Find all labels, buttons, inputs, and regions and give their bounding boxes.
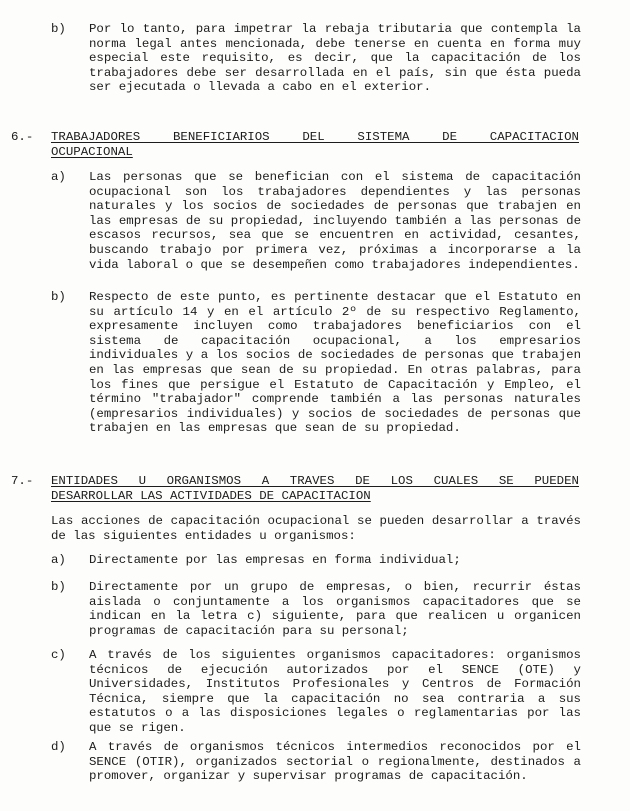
item-letter: b) [51, 290, 66, 304]
item-letter: c) [51, 648, 66, 662]
item-letter: d) [51, 740, 66, 754]
item-letter: a) [51, 170, 66, 184]
section-heading [51, 474, 579, 503]
heading-line: DESARROLLAR LAS ACTIVIDADES DE CAPACITACION [51, 488, 371, 503]
heading-line: OCUPACIONAL [51, 144, 133, 159]
section-intro: Las acciones de capacitación ocupacional se pueden desarrollar a través de las siguientes entidades u organismos: [51, 514, 581, 543]
item-text: Las personas que se benefician con el sistema de capacitación ocupacional son los trabajadores dependientes y las personas naturales y los socios de sociedades de personas que trabajen en las empresas de su propiedad, incluyendo también a las personas de escasos recursos, sea que se encuentren en actividad, cesantes, buscando trabajo por primera vez, próximas a incorporarse a la vida laboral o que se desempeñen como trabajadores independientes. [89, 170, 581, 272]
item-text: A través de los siguientes organismos capacitadores: organismos técnicos de ejecución autorizados por el SENCE (OTE) y Universidades, Institutos Profesionales y Centros de Formación Técnica, siempre que la capacitación no sea contraria a sus estatutos o a las disposiciones legales o reglamentarias por las que se rigen. [89, 648, 581, 735]
item-text: Por lo tanto, para impetrar la rebaja tributaria que contempla la norma legal antes mencionada, debe tenerse en cuenta en forma muy especial este requisito, es decir, que la capacitación de los trabajadores debe ser desarrollada en el país, sin que ésta pueda ser ejecutada o llevada a cabo en el exterior. [89, 22, 581, 95]
section-number: 6.- [11, 130, 34, 144]
section-number: 7.- [11, 474, 34, 488]
heading-line: TRABAJADORES BENEFICIARIOS DEL SISTEMA DE CAPACITACION [51, 130, 579, 144]
heading-line: ENTIDADES U ORGANISMOS A TRAVES DE LOS CUALES SE PUEDEN [51, 474, 579, 488]
item-text: Respecto de este punto, es pertinente destacar que el Estatuto en su artículo 14 y en el artículo 2º de su respectivo Reglamento, expresamente incluyen como trabajadores beneficiarios con el sistema de capacitación ocupacional, a los empresarios individuales y a los socios de sociedades de personas que trabajen en las empresas que sean de su propiedad. En otras palabras, para los fines que persigue el Estatuto de Capacitación y Empleo, el término "trabajador" comprende también a las personas naturales (empresarios individuales) y socios de sociedades de personas que trabajen en las empresas que sean de su propiedad. [89, 290, 581, 436]
item-letter: a) [51, 553, 66, 567]
item-text: A través de organismos técnicos intermedios reconocidos por el SENCE (OTIR), organizados sectorial o regionalmente, destinados a promover, organizar y supervisar programas de capacitación. [89, 740, 581, 784]
item-text: Directamente por un grupo de empresas, o bien, recurrir éstas aislada o conjuntamente a los organismos capacitadores que se indican en la letra c) siguiente, para que realicen u organicen programas de capacitación para su personal; [89, 580, 581, 638]
item-letter: b) [51, 580, 66, 594]
item-text: Directamente por las empresas en forma individual; [89, 553, 461, 567]
section-heading [51, 130, 579, 159]
item-letter: b) [51, 22, 66, 36]
